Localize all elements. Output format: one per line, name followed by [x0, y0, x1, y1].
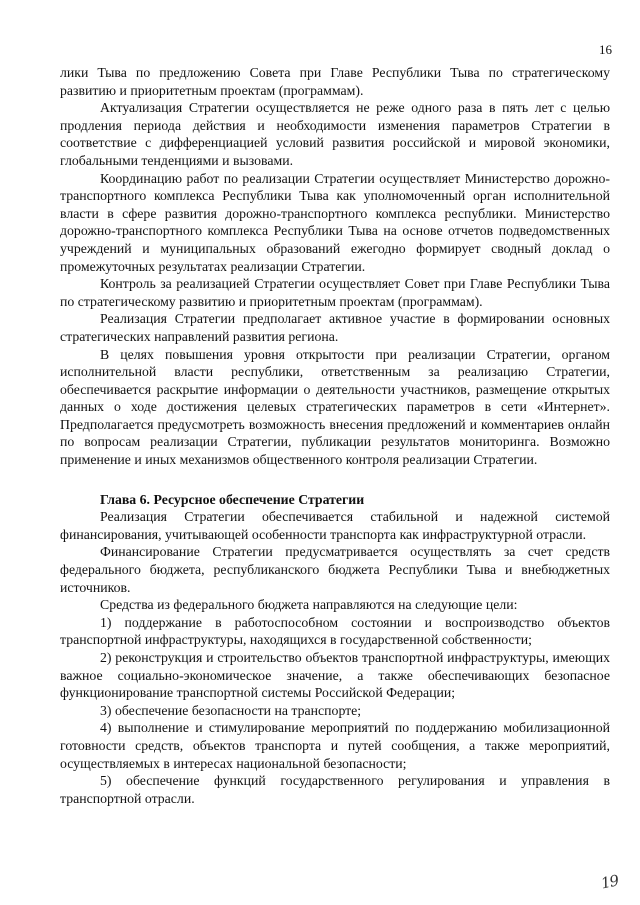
paragraph: Координацию работ по реализации Стратегии осуществляет Министерство дорожно-транспортного комплекса Республики Тыва как уполномоченный орган исполнительной власти в сфере развития дорожно-транспортного комплекса республики. Министерство дорожно-транспортного комплекса Республики Тыва на основе отчетов подведомственных учреждений и муниципальных образований ежегодно формирует сводный доклад о промежуточных результатах реализации Стратегии. — [60, 170, 610, 274]
document-body — [60, 64, 610, 807]
list-item: 3) обеспечение безопасности на транспорте; — [100, 702, 362, 718]
paragraph: Средства из федерального бюджета направляются на следующие цели: — [100, 597, 518, 613]
paragraph: Контроль за реализацией Стратегии осуществляет Совет при Главе Республики Тыва по стратегическому развитию и приоритетным проектам (программам). — [60, 276, 610, 309]
paragraph: лики Тыва по предложению Совета при Главе Республики Тыва по стратегическому развитию и приоритетным проектам (программам). — [60, 65, 610, 98]
list-item: 1) поддержание в работоспособном состоянии и воспроизводство объектов транспортной инфраструктуры, находящихся в государственной собственности; — [60, 614, 610, 648]
paragraph: Финансирование Стратегии предусматривается осуществлять за счет средств федерального бюджета, республиканского бюджета Республики Тыва и внебюджетных источников. — [60, 544, 610, 595]
list-item: 2) реконструкция и строительство объектов транспортной инфраструктуры, имеющих важное социально-экономическое значение, а также обеспечивающих безопасное функционирование транспортной системы Российской Федерации; — [60, 650, 610, 701]
list-item: 4) выполнение и стимулирование мероприятий по поддержанию мобилизационной готовности средств, объектов транспорта и путей сообщения, а также мероприятий, осуществляемых в интересах национальной безопасности; — [60, 720, 610, 771]
handwritten-mark: 19 — [599, 871, 620, 893]
page-number: 16 — [599, 42, 612, 57]
chapter-heading: Глава 6. Ресурсное обеспечение Стратегии — [100, 491, 365, 507]
list-item: 5) обеспечение функций государственного регулирования и управления в транспортной отрасли. — [60, 773, 610, 806]
paragraph: Актуализация Стратегии осуществляется не реже одного раза в пять лет с целью продления периода действия и необходимости изменения параметров Стратегии в соответствие с дифференциацией условий развития российской и мировой экономики, глобальными тенденциями и вызовами. — [60, 100, 610, 168]
paragraph: Реализация Стратегии предполагает активное участие в формировании основных стратегических направлений развития региона. — [60, 311, 610, 344]
paragraph: В целях повышения уровня открытости при реализации Стратегии, органом исполнительной власти республики, ответственным за реализацию Стратегии, обеспечивается раскрытие информации о деятельности участников, размещение открытых данных о ходе достижения целевых стратегических параметров в сети «Интернет». Предполагается предусмотреть возможность внесения предложений и комментариев онлайн по вопросам реализации Стратегии, публикации результатов мониторинга. Возможно применение и иных механизмов общественного контроля реализации Стратегии. — [60, 346, 610, 468]
paragraph: Реализация Стратегии обеспечивается стабильной и надежной системой финансирования, учитывающей особенности транспорта как инфраструктурной отрасли. — [60, 509, 610, 542]
